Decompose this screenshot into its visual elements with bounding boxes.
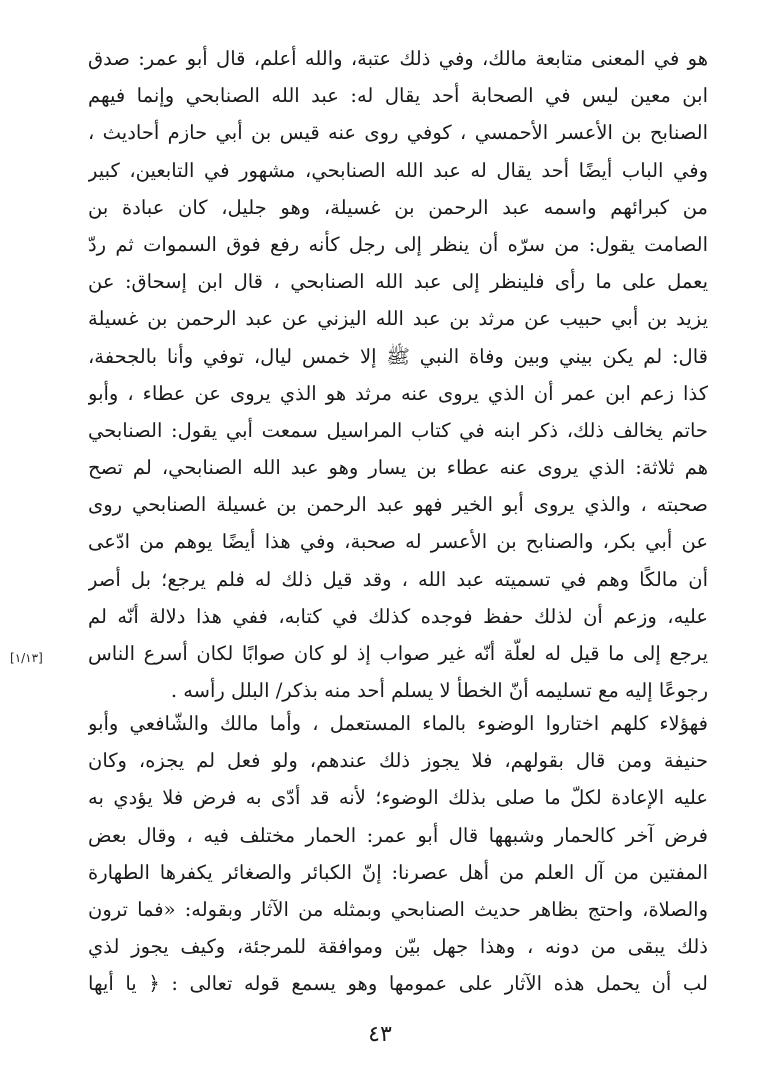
text-line: عن أبي بكر، والصنابح بن الأعسر له صحبة، وفي هذا أيضًا يوهم من ادّعى	[88, 530, 708, 554]
text-line: فرض آخر كالحمار وشبهها قال أبو عمر: الحمار مختلف فيه ، وقال بعض	[88, 823, 708, 847]
text-line: يزيد بن أبي حبيب عن مرثد بن عبد الله اليزني عن عبد الرحمن بن غسيلة	[88, 307, 708, 331]
text-line: رجوعًا إليه مع تسليمه أنّ الخطأ لا يسلم أحد منه بذكر/ البلل رأسه .	[170, 679, 708, 703]
text-line: هو في المعنى متابعة مالك، وفي ذلك عتبة، والله أعلم، قال أبو عمر: صدق	[88, 47, 708, 70]
text-line: أن مالكًا وهم في تسميته عبد الله ، وقد قيل ذلك له فلم يرجع؛ بل أصر	[88, 567, 708, 591]
text-line: حنيفة ومن قال بقولهم، فلا يجوز ذلك عندهم، ولو فعل لم يجزه، وكان	[88, 749, 708, 773]
text-line: ذلك يبقى من دونه ، وهذا جهل بيّن وموافقة للمرجئة، وكيف يجوز لذي	[88, 935, 708, 959]
text-line: عليه الإعادة لكلّ ما صلى بذلك الوضوء؛ لأنه قد أدّى به فرض فلا يؤدي به	[88, 786, 708, 810]
text-line: حاتم يخالف ذلك، ذكر ابنه في كتاب المراسيل سمعت أبي يقول: الصنابحي	[88, 418, 708, 442]
text-line: لب أن يحمل هذه الآثار على عمومها وهو يسمع قوله تعالى : ﴿ يا أيها	[88, 972, 708, 996]
paragraph-bottom	[88, 705, 708, 1003]
margin-reference: [١/١٣]	[10, 651, 43, 665]
text-line: كذا زعم ابن عمر أن الذي يروى عنه مرثد هو الذي يروى عن عطاء ، وأبو	[88, 381, 708, 405]
text-line: هم ثلاثة: الذي يروى عنه عطاء بن يسار وهو عبد الله الصنابحي، لم تصح	[88, 456, 708, 480]
text-line: المفتين من آل العلم من أهل عصرنا: إنّ الكبائر والصغائر يكفرها الطهارة	[88, 860, 708, 884]
text-line: يعمل على ما رأى فلينظر إلى عبد الله الصنابحي ، قال ابن إسحاق: عن	[88, 270, 708, 294]
text-line: عليه، وزعم أن لذلك حفظ فوجده كذلك في كتابه، ففي هذا دلالة أنّه لم	[88, 604, 708, 628]
text-line: من كبرائهم واسمه عبد الرحمن بن غسيلة، وهو جليل، كان عبادة بن	[88, 195, 708, 219]
text-line: الصنابح بن الأعسر الأحمسي ، كوفي روى عنه قيس بن أبي حازم أحاديث ،	[88, 121, 708, 145]
page-number: ٤٣	[368, 1022, 392, 1047]
text-line: صحبته ، والذي يروى أبو الخير فهو عبد الرحمن بن غسيلة الصنابحي روى	[88, 493, 708, 517]
text-line: ابن معين ليس في الصحابة أحد يقال له: عبد الله الصنابحي وإنما فيهم	[88, 84, 708, 108]
text-line: قال: لم يكن بيني وبين وفاة النبي ﷺ إلا خمس ليال، توفي وأنا بالجحفة،	[88, 344, 708, 368]
text-line: وفي الباب أيضًا أحد يقال له عبد الله الصنابحي، مشهور في التابعين، كبير	[88, 158, 708, 182]
paragraph-top	[88, 40, 708, 709]
text-line: يرجع إلى ما قيل له لعلّة أنّه غير صواب إذ لو كان صوابًا لكان أسرع الناس	[88, 642, 708, 665]
text-line: والصلاة، واحتج بظاهر حديث الصنابحي وبمثله من الآثار وبقوله: «فما ترون	[88, 897, 708, 921]
text-line: فهؤلاء كلهم اختاروا الوضوء بالماء المستعمل ، وأما مالك والشّافعي وأبو	[88, 712, 708, 735]
text-line: الصامت يقول: من سرّه أن ينظر إلى رجل كأنه رفع فوق السموات ثم ردّ	[88, 232, 708, 256]
